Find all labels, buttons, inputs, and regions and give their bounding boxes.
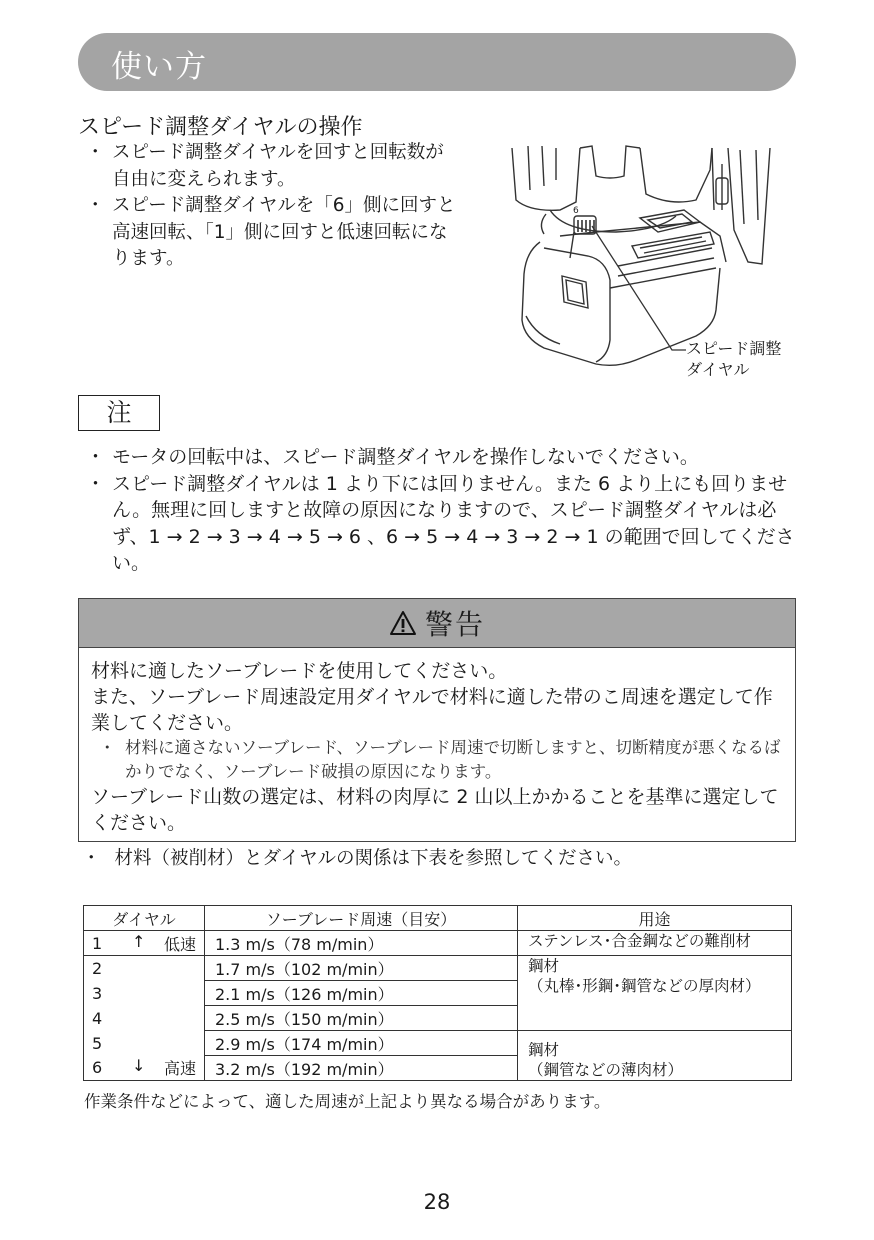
callout-line: ダイヤル [686, 360, 750, 379]
header-dial: ダイヤル [84, 906, 205, 931]
note-bullets [86, 444, 802, 577]
use-line: 鋼材 [528, 1041, 560, 1059]
bullet-text: スピード調整ダイヤルを回すと回転数が自由に変えられます。 [112, 142, 444, 190]
table-header-row [84, 906, 792, 931]
header-speed: ソーブレード周速（目安） [205, 906, 518, 931]
dial-cell: 1 [84, 931, 127, 956]
bullet-dot: ・ [82, 848, 101, 869]
speed-cell: 1.7 m/s（102 m/min） [205, 956, 518, 981]
range-cell [126, 956, 205, 981]
warning-title: 警告 [424, 608, 485, 641]
section-header-bar [78, 33, 796, 91]
use-cell [518, 931, 792, 956]
dial-cell: 3 [84, 981, 127, 1006]
bullet-text: 材料に適さないソーブレード、ソーブレード周速で切断しますと、切断精度が悪くなるばかりでなく、ソーブレード破損の原因になります。 [125, 738, 781, 781]
bullet-dot: ・ [86, 142, 105, 163]
reference-note [82, 846, 632, 872]
speed-cell: 2.9 m/s（174 m/min） [205, 1031, 518, 1056]
range-cell [126, 931, 205, 956]
dial-cell: 5 [84, 1031, 127, 1056]
arrow-up-icon: ↑ [132, 931, 146, 951]
warning-header [79, 599, 795, 648]
warning-text: また、ソーブレード周速設定用ダイヤルで材料に適した帯のこ周速を選定して作業してください。 [91, 686, 773, 734]
speed-cell: 3.2 m/s（192 m/min） [205, 1056, 518, 1081]
bullet-text: スピード調整ダイヤルを「6」側に回すと高速回転、「1」側に回すと低速回転になります。 [112, 195, 456, 269]
section-title: 使い方 [111, 49, 207, 85]
use-line: ステンレス･合金鋼などの難削材 [528, 932, 751, 950]
dial-number: 6 [573, 206, 579, 216]
speed-dial-heading: スピード調整ダイヤルの操作 [78, 115, 363, 140]
range-label: 高速 [163, 1059, 196, 1079]
arrow-down-icon: ↓ [132, 1056, 146, 1076]
table-row [84, 931, 792, 956]
note-label-box [78, 395, 160, 431]
list-item [86, 140, 462, 193]
speed-table [83, 905, 792, 1081]
use-line: 鋼材 [528, 957, 560, 975]
warning-triangle-icon [389, 610, 417, 636]
speed-dial-bullets [86, 140, 462, 273]
warning-text: 材料に適したソーブレードを使用してください。 [91, 660, 508, 682]
list-item [86, 193, 462, 273]
warning-sub-bullet [91, 736, 783, 784]
table-row [84, 956, 792, 981]
warning-text: ソーブレード山数の選定は、材料の肉厚に 2 山以上かかることを基準に選定してください。 [91, 786, 779, 834]
reference-note-text: 材料（被削材）とダイヤルの関係は下表を参照してください。 [114, 848, 632, 869]
bullet-dot: ・ [86, 472, 106, 495]
dial-cell: 6 [84, 1056, 127, 1081]
note-label: 注 [106, 398, 132, 427]
use-cell [518, 956, 792, 1031]
speed-cell: 2.5 m/s（150 m/min） [205, 1006, 518, 1031]
table-row [84, 1031, 792, 1056]
range-cell [126, 981, 205, 1006]
use-line: （鋼管などの薄肉材） [528, 1061, 684, 1079]
bullet-dot: ・ [86, 195, 105, 216]
dial-cell: 2 [84, 956, 127, 981]
callout-line: スピード調整 [686, 339, 782, 358]
figure-callout [686, 338, 781, 380]
range-cell [126, 1006, 205, 1031]
dial-cell: 4 [84, 1006, 127, 1031]
use-cell [518, 1031, 792, 1081]
bullet-text: スピード調整ダイヤルは 1 より下には回りません。また 6 より上にも回りません。無理に回しますと故障の原因になりますので、スピード調整ダイヤルは必ず、1 → 2 → 3 → 4 → 5 → 6 、6 → 5 → 4 → 3 → 2 → 1 の範囲で回してください。 [112, 472, 795, 574]
bullet-text: モータの回転中は、スピード調整ダイヤルを操作しないでください。 [112, 446, 699, 468]
range-cell [126, 1031, 205, 1056]
warning-body [79, 648, 795, 836]
list-item [86, 444, 802, 471]
bullet-dot: ・ [99, 738, 116, 757]
page-number: 28 [423, 1190, 451, 1214]
range-cell [126, 1056, 205, 1081]
bullet-dot: ・ [86, 446, 106, 468]
tool-illustration [500, 140, 800, 380]
speed-cell: 2.1 m/s（126 m/min） [205, 981, 518, 1006]
warning-box [78, 598, 796, 842]
table-footnote: 作業条件などによって、適した周速が上記より異なる場合があります。 [84, 1092, 611, 1111]
range-label: 低速 [163, 934, 196, 954]
use-line: （丸棒･形鋼･鋼管などの厚肉材） [528, 977, 761, 995]
header-use: 用途 [518, 906, 792, 931]
speed-cell: 1.3 m/s（78 m/min） [205, 931, 518, 956]
list-item [86, 471, 802, 577]
